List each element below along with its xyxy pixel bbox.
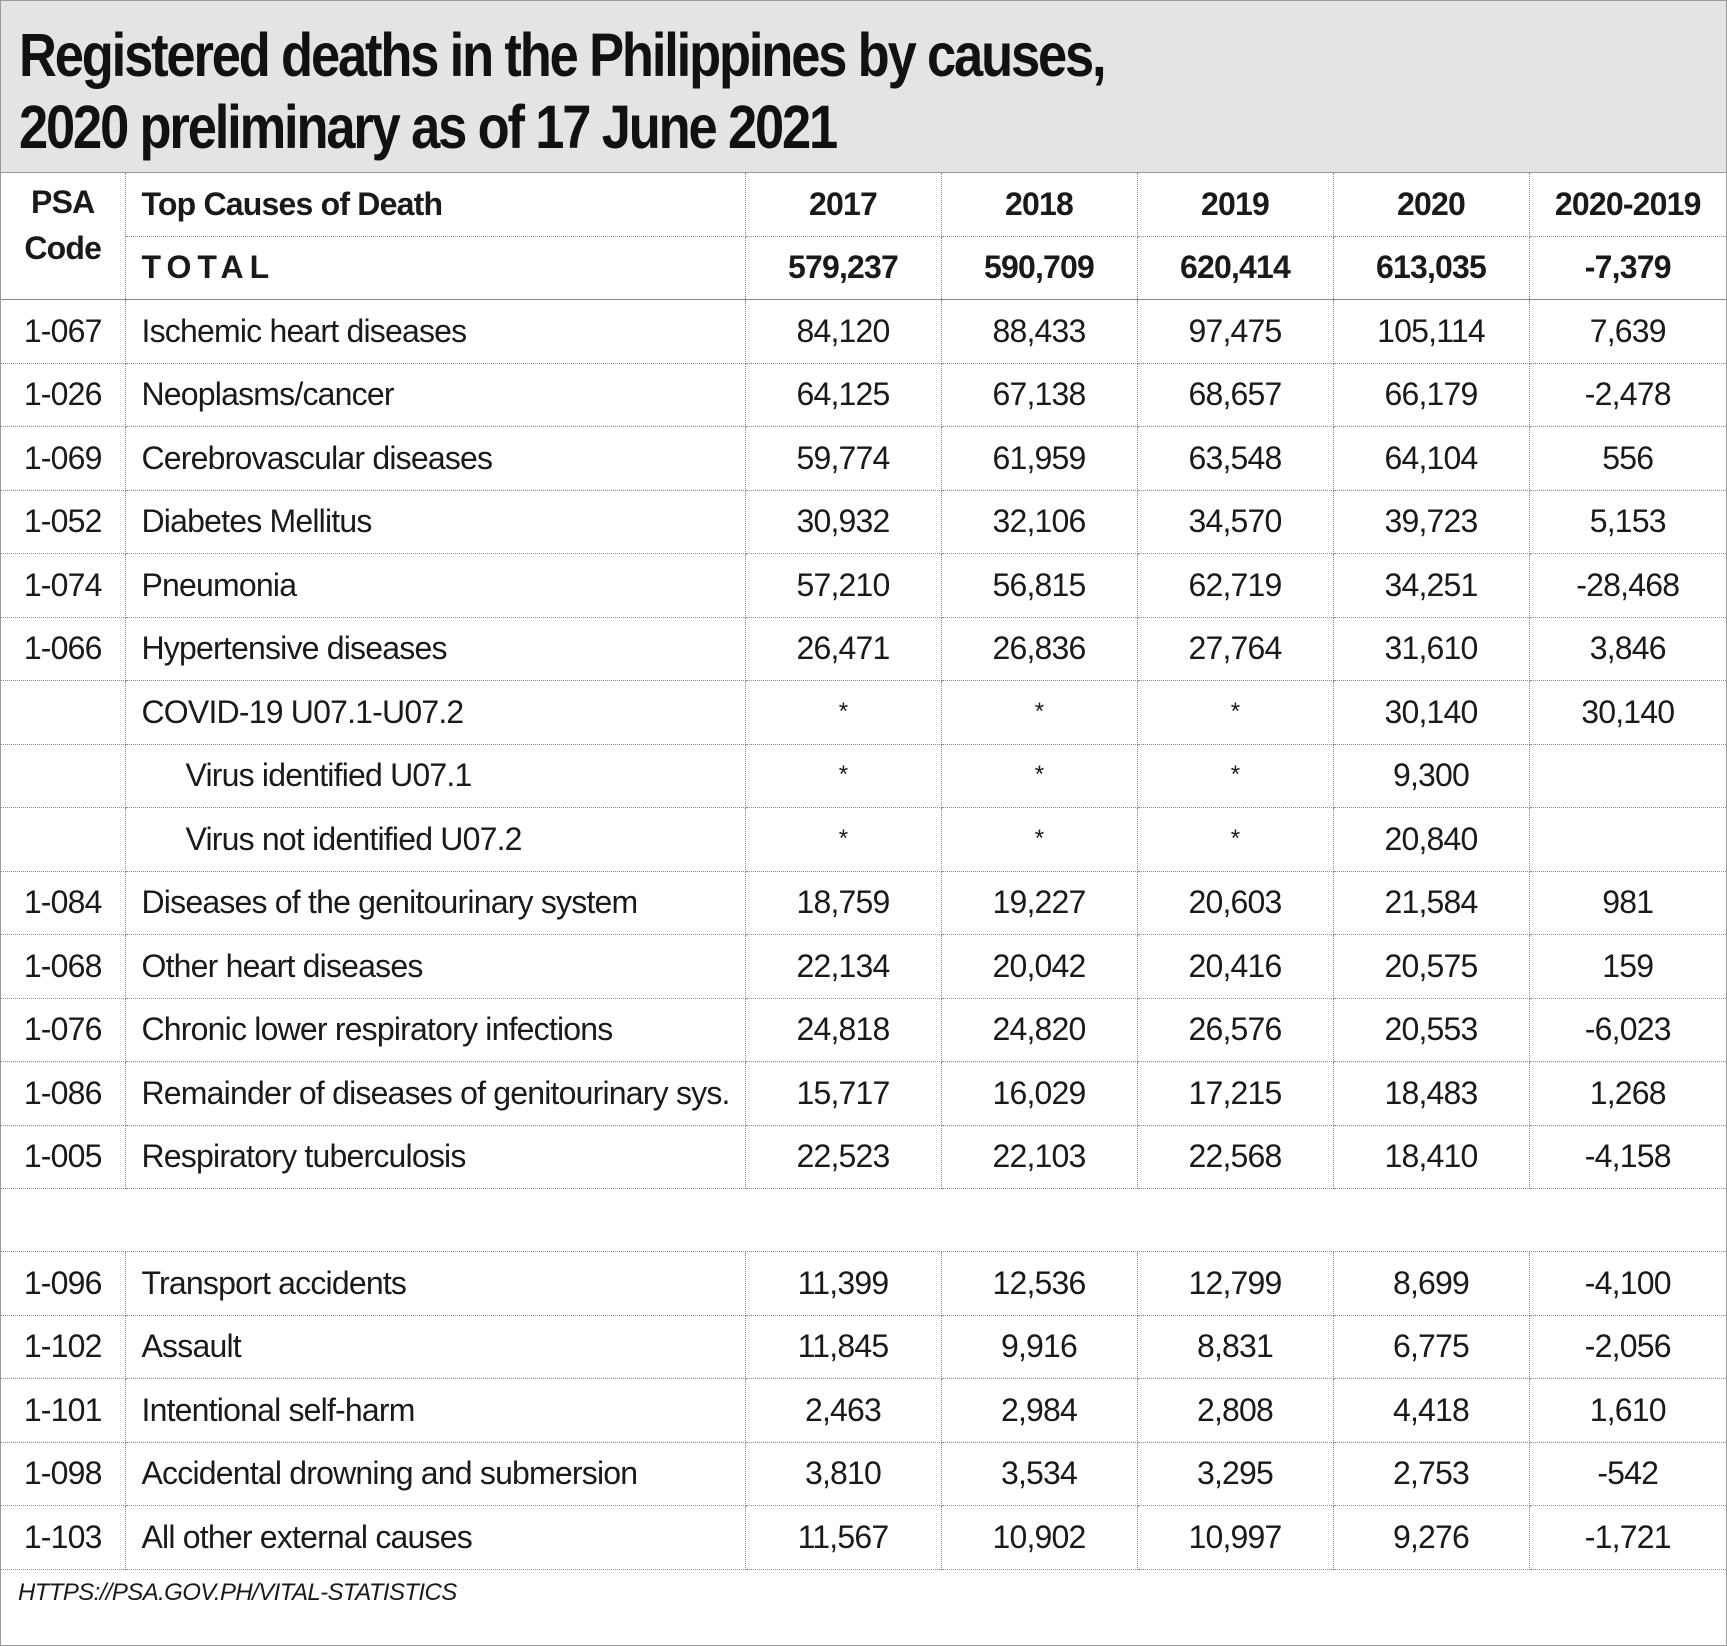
- value-cell-2020: 20,575: [1333, 935, 1529, 999]
- cause-cell: Virus not identified U07.2: [125, 808, 745, 872]
- cause-cell: Virus identified U07.1: [125, 744, 745, 808]
- title-box: [1, 1, 1726, 173]
- total-2018: 590,709: [941, 236, 1137, 300]
- cause-cell: Chronic lower respiratory infections: [125, 998, 745, 1062]
- value-cell-diff: 3,846: [1529, 617, 1726, 681]
- total-label: TOTAL: [125, 236, 745, 300]
- value-cell-2017: [745, 744, 941, 808]
- total-diff: -7,379: [1529, 236, 1726, 300]
- value-cell-2020: 8,699: [1333, 1252, 1529, 1316]
- cause-cell: Diseases of the genitourinary system: [125, 871, 745, 935]
- value-cell-2018: 22,103: [941, 1125, 1137, 1189]
- value-cell-2020: 39,723: [1333, 490, 1529, 554]
- value-cell-2019: [1137, 808, 1333, 872]
- value-cell-2018: 2,984: [941, 1379, 1137, 1443]
- psa-code-cell: 1-098: [1, 1442, 125, 1506]
- value-cell-2019: 27,764: [1137, 617, 1333, 681]
- value-cell-2018: 26,836: [941, 617, 1137, 681]
- no-data-asterisk: *: [1230, 697, 1240, 725]
- table-row: [1, 871, 1726, 935]
- value-cell-2020: 64,104: [1333, 427, 1529, 491]
- total-2019: 620,414: [1137, 236, 1333, 300]
- cause-cell: Hypertensive diseases: [125, 617, 745, 681]
- value-cell-2019: 20,416: [1137, 935, 1333, 999]
- value-cell-2020: 2,753: [1333, 1442, 1529, 1506]
- value-cell-2018: 67,138: [941, 363, 1137, 427]
- deaths-table: [1, 173, 1726, 1570]
- value-cell-2017: 11,399: [745, 1252, 941, 1316]
- psa-code-cell: 1-086: [1, 1062, 125, 1126]
- value-cell-diff: 5,153: [1529, 490, 1726, 554]
- value-cell-2020: 34,251: [1333, 554, 1529, 618]
- value-cell-2017: 24,818: [745, 998, 941, 1062]
- value-cell-2018: [941, 744, 1137, 808]
- value-cell-2020: 9,300: [1333, 744, 1529, 808]
- title-line-1: Registered deaths in the Philippines by causes,: [19, 21, 1105, 89]
- value-cell-2018: 9,916: [941, 1315, 1137, 1379]
- psa-code-cell: 1-052: [1, 490, 125, 554]
- value-cell-diff: 556: [1529, 427, 1726, 491]
- cause-cell: Transport accidents: [125, 1252, 745, 1316]
- value-cell-2017: [745, 808, 941, 872]
- cause-cell: Neoplasms/cancer: [125, 363, 745, 427]
- value-cell-diff: -6,023: [1529, 998, 1726, 1062]
- value-cell-2020: 18,410: [1333, 1125, 1529, 1189]
- value-cell-diff: [1529, 808, 1726, 872]
- value-cell-2018: [941, 681, 1137, 745]
- value-cell-2020: 18,483: [1333, 1062, 1529, 1126]
- value-cell-2018: 20,042: [941, 935, 1137, 999]
- value-cell-2017: 18,759: [745, 871, 941, 935]
- value-cell-2019: 20,603: [1137, 871, 1333, 935]
- value-cell-diff: -28,468: [1529, 554, 1726, 618]
- table-row: [1, 1315, 1726, 1379]
- no-data-asterisk: *: [1230, 761, 1240, 789]
- value-cell-2019: 22,568: [1137, 1125, 1333, 1189]
- no-data-asterisk: *: [838, 824, 848, 852]
- total-2020: 613,035: [1333, 236, 1529, 300]
- chart-title: [19, 19, 1487, 163]
- value-cell-2019: 63,548: [1137, 427, 1333, 491]
- psa-code-header: [1, 173, 125, 300]
- value-cell-2018: 12,536: [941, 1252, 1137, 1316]
- value-cell-2018: 88,433: [941, 300, 1137, 364]
- table-row: [1, 554, 1726, 618]
- total-row: [1, 236, 1726, 300]
- cause-cell: Diabetes Mellitus: [125, 490, 745, 554]
- psa-code-cell: 1-026: [1, 363, 125, 427]
- value-cell-diff: 1,268: [1529, 1062, 1726, 1126]
- psa-code-cell: [1, 681, 125, 745]
- cause-cell: COVID-19 U07.1-U07.2: [125, 681, 745, 745]
- cause-cell: Pneumonia: [125, 554, 745, 618]
- psa-code-cell: 1-076: [1, 998, 125, 1062]
- no-data-asterisk: *: [1034, 697, 1044, 725]
- no-data-asterisk: *: [1034, 824, 1044, 852]
- cause-cell: Accidental drowning and submersion: [125, 1442, 745, 1506]
- psa-code-header-line-1: PSA: [31, 184, 95, 220]
- value-cell-diff: 981: [1529, 871, 1726, 935]
- cause-cell: Other heart diseases: [125, 935, 745, 999]
- value-cell-2017: 11,845: [745, 1315, 941, 1379]
- value-cell-2017: [745, 681, 941, 745]
- value-cell-2017: 26,471: [745, 617, 941, 681]
- table-row: [1, 363, 1726, 427]
- cause-cell: Respiratory tuberculosis: [125, 1125, 745, 1189]
- value-cell-2019: 34,570: [1137, 490, 1333, 554]
- year-header-diff: 2020-2019: [1529, 173, 1726, 236]
- psa-code-cell: 1-067: [1, 300, 125, 364]
- value-cell-2018: 24,820: [941, 998, 1137, 1062]
- value-cell-2019: 62,719: [1137, 554, 1333, 618]
- value-cell-diff: 159: [1529, 935, 1726, 999]
- year-header-2019: 2019: [1137, 173, 1333, 236]
- psa-code-cell: [1, 808, 125, 872]
- table-row: [1, 1379, 1726, 1443]
- value-cell-2017: 22,134: [745, 935, 941, 999]
- value-cell-2020: 30,140: [1333, 681, 1529, 745]
- value-cell-diff: -4,100: [1529, 1252, 1726, 1316]
- value-cell-2020: 21,584: [1333, 871, 1529, 935]
- value-cell-diff: 30,140: [1529, 681, 1726, 745]
- psa-code-cell: 1-005: [1, 1125, 125, 1189]
- value-cell-2019: [1137, 681, 1333, 745]
- value-cell-diff: [1529, 744, 1726, 808]
- value-cell-2018: 61,959: [941, 427, 1137, 491]
- no-data-asterisk: *: [1230, 824, 1240, 852]
- psa-code-cell: [1, 744, 125, 808]
- value-cell-2017: 30,932: [745, 490, 941, 554]
- value-cell-diff: -2,056: [1529, 1315, 1726, 1379]
- value-cell-2017: 84,120: [745, 300, 941, 364]
- value-cell-2018: 32,106: [941, 490, 1137, 554]
- value-cell-2019: 10,997: [1137, 1506, 1333, 1570]
- value-cell-2017: 22,523: [745, 1125, 941, 1189]
- value-cell-diff: -4,158: [1529, 1125, 1726, 1189]
- value-cell-diff: 7,639: [1529, 300, 1726, 364]
- cause-cell: Intentional self-harm: [125, 1379, 745, 1443]
- cause-cell: All other external causes: [125, 1506, 745, 1570]
- psa-code-cell: 1-102: [1, 1315, 125, 1379]
- value-cell-2019: 2,808: [1137, 1379, 1333, 1443]
- table-row: [1, 1062, 1726, 1126]
- table-row: [1, 681, 1726, 745]
- year-header-2017: 2017: [745, 173, 941, 236]
- value-cell-2019: 17,215: [1137, 1062, 1333, 1126]
- psa-code-header-line-2: Code: [24, 230, 102, 266]
- psa-code-cell: 1-101: [1, 1379, 125, 1443]
- value-cell-2017: 59,774: [745, 427, 941, 491]
- table-row: [1, 1252, 1726, 1316]
- psa-code-cell: 1-096: [1, 1252, 125, 1316]
- table-row: [1, 1125, 1726, 1189]
- value-cell-2020: 4,418: [1333, 1379, 1529, 1443]
- psa-code-cell: 1-084: [1, 871, 125, 935]
- value-cell-2017: 2,463: [745, 1379, 941, 1443]
- table-row: [1, 1442, 1726, 1506]
- value-cell-2019: [1137, 744, 1333, 808]
- title-line-2: 2020 preliminary as of 17 June 2021: [19, 93, 837, 161]
- value-cell-2017: 64,125: [745, 363, 941, 427]
- value-cell-2018: 56,815: [941, 554, 1137, 618]
- psa-code-cell: 1-103: [1, 1506, 125, 1570]
- value-cell-2020: 9,276: [1333, 1506, 1529, 1570]
- table-row: [1, 490, 1726, 554]
- psa-code-cell: 1-074: [1, 554, 125, 618]
- value-cell-2019: 8,831: [1137, 1315, 1333, 1379]
- value-cell-2018: 10,902: [941, 1506, 1137, 1570]
- value-cell-2019: 12,799: [1137, 1252, 1333, 1316]
- table-row: [1, 427, 1726, 491]
- value-cell-2017: 57,210: [745, 554, 941, 618]
- cause-cell: Assault: [125, 1315, 745, 1379]
- value-cell-2020: 6,775: [1333, 1315, 1529, 1379]
- table-row: [1, 998, 1726, 1062]
- psa-code-cell: 1-068: [1, 935, 125, 999]
- value-cell-2019: 26,576: [1137, 998, 1333, 1062]
- table-row: [1, 744, 1726, 808]
- value-cell-diff: 1,610: [1529, 1379, 1726, 1443]
- year-header-2018: 2018: [941, 173, 1137, 236]
- no-data-asterisk: *: [838, 697, 848, 725]
- value-cell-2020: 66,179: [1333, 363, 1529, 427]
- year-header-2020: 2020: [1333, 173, 1529, 236]
- cause-cell: Ischemic heart diseases: [125, 300, 745, 364]
- psa-code-cell: 1-069: [1, 427, 125, 491]
- value-cell-2020: 20,840: [1333, 808, 1529, 872]
- total-2017: 579,237: [745, 236, 941, 300]
- spacer-cell: [1, 1189, 1726, 1252]
- spacer-row: [1, 1189, 1726, 1252]
- value-cell-2018: 16,029: [941, 1062, 1137, 1126]
- no-data-asterisk: *: [1034, 761, 1044, 789]
- header-row: [1, 173, 1726, 236]
- value-cell-2019: 3,295: [1137, 1442, 1333, 1506]
- table-row: [1, 300, 1726, 364]
- value-cell-2018: [941, 808, 1137, 872]
- value-cell-diff: -1,721: [1529, 1506, 1726, 1570]
- cause-cell: Remainder of diseases of genitourinary sys.: [125, 1062, 745, 1126]
- table-row: [1, 617, 1726, 681]
- table-row: [1, 935, 1726, 999]
- no-data-asterisk: *: [838, 761, 848, 789]
- value-cell-2018: 3,534: [941, 1442, 1137, 1506]
- value-cell-diff: -542: [1529, 1442, 1726, 1506]
- value-cell-2019: 68,657: [1137, 363, 1333, 427]
- table-body: [1, 300, 1726, 1570]
- value-cell-2017: 11,567: [745, 1506, 941, 1570]
- value-cell-2020: 31,610: [1333, 617, 1529, 681]
- value-cell-2017: 3,810: [745, 1442, 941, 1506]
- cause-header: Top Causes of Death: [125, 173, 745, 236]
- value-cell-diff: -2,478: [1529, 363, 1726, 427]
- value-cell-2020: 105,114: [1333, 300, 1529, 364]
- source-note: HTTPS://PSA.GOV.PH/VITAL-STATISTICS: [18, 1579, 457, 1606]
- value-cell-2018: 19,227: [941, 871, 1137, 935]
- table-row: [1, 1506, 1726, 1570]
- value-cell-2020: 20,553: [1333, 998, 1529, 1062]
- value-cell-2017: 15,717: [745, 1062, 941, 1126]
- value-cell-2019: 97,475: [1137, 300, 1333, 364]
- psa-code-cell: 1-066: [1, 617, 125, 681]
- table-row: [1, 808, 1726, 872]
- cause-cell: Cerebrovascular diseases: [125, 427, 745, 491]
